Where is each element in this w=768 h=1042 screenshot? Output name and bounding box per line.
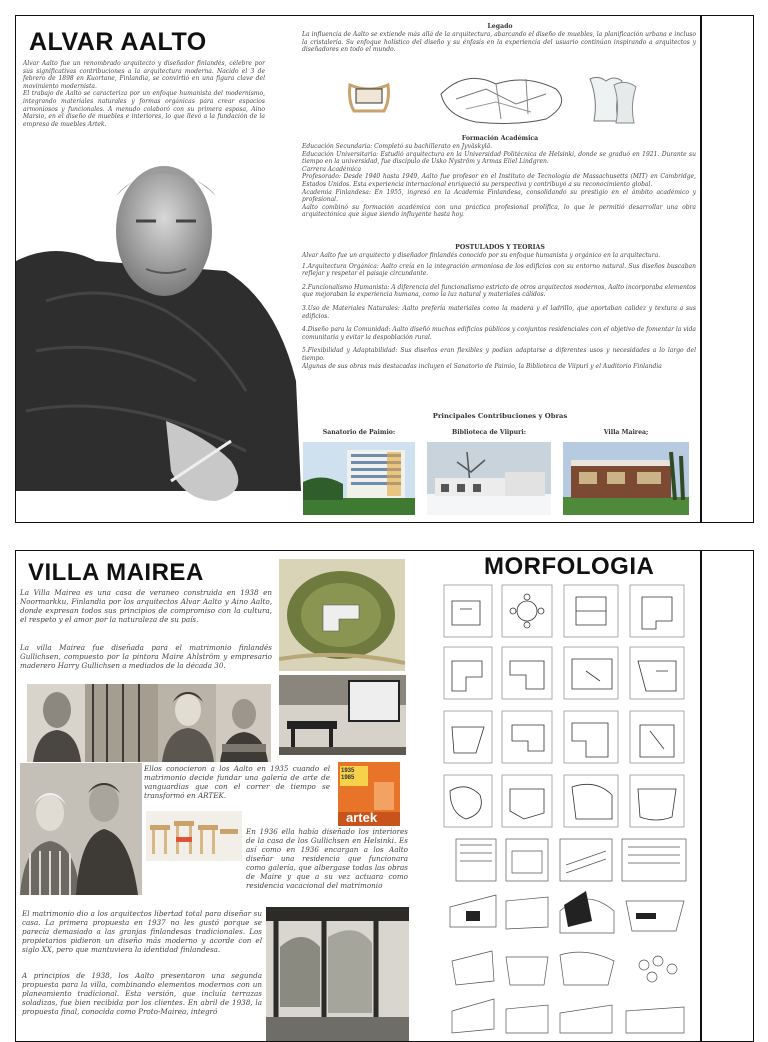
alvar-aalto-panel	[15, 15, 754, 523]
morfologia-diagram-grid	[436, 581, 698, 1041]
artek-logo: artek	[346, 810, 378, 825]
aerial-site-photo	[279, 559, 405, 671]
villa-mairea-photo	[563, 442, 689, 515]
aino-aalto-photo	[27, 684, 158, 762]
formacion-heading: Formación Académica	[461, 135, 539, 142]
artek-poster	[338, 762, 400, 826]
freedom-paragraph: El matrimonio dio a los arquitectos libertad total para diseñar su casa. La primera propuesta en 1937 no les gustó porque se parecía demasiado a las granjas finlandesas tradicionales. Los propietarios pidieron un diseño más moderno y acorde con el siglo XX, pero que mantuviera la identidad finlandesa.	[22, 909, 262, 954]
intro-paragraph: La Villa Mairea es una casa de veraneo construida en 1938 en Noormarkku, Finlandia por los arquitectos Alvar Aalto y Aino Aalto, donde expresan todos sus principios de compromiso con la cultura, el respeto y el amor por la naturaleza de su país.	[20, 588, 272, 624]
owners-paragraph: La villa Mairea fue diseñada para el matrimonio finlandés Gullichsen, compuesto por la pintora Maire Ahlström y empresario maderero Harry Gullichsen a mediados de la década 30.	[20, 643, 272, 670]
formacion-item: Academia Finlandesa: En 1955, ingresó en la Academia Finlandesa, consolidando su prestigio en el ámbito académico y profesional.	[302, 188, 696, 204]
savoy-vase-photo	[584, 71, 642, 126]
postulado-item: 3.Uso de Materiales Naturales: Aalto prefería materiales como la madera y el ladrillo, que aportaban calidez y textura a sus edificios.	[302, 304, 696, 320]
interior-photo	[279, 675, 406, 755]
work-caption: Biblioteca de Viipuri:	[452, 429, 526, 436]
artek-paragraph: Ellos conocieron a los Aalto en 1935 cuando el matrimonio decide fundar una galería de arte de vanguardias que con el correr de tiempo se transformó en ARTEK.	[144, 764, 330, 800]
postulados-list	[302, 252, 696, 370]
legado-heading: Legado	[487, 23, 513, 30]
interiors-paragraph: En 1936 ella había diseñado los interiores de la casa de los Gullichsen en Helsinki. Es así como en 1936 encargan a los Aalto diseñar una residencia que funcionara como galería, que albergase todas las obras de Maire y que a su vez actuara como residencia vacacional del matrimonio	[246, 827, 408, 890]
sanatorio-paimio-photo	[303, 442, 415, 515]
panel-right-rule	[700, 551, 702, 1041]
formacion-item: Profesorado: Desde 1940 hasta 1949, Aalto fue profesor en el Instituto de Tecnología de Massachusetts (MIT) en Cambridge, Estados Unidos. Esta experiencia internacional enriqueció su perspectiva y contribuyó a su reconocimiento global.	[302, 173, 696, 188]
contrib-heading: Principales Contribuciones y Obras	[432, 412, 568, 420]
postulados-intro: Alvar Aalto fue un arquitecto y diseñador finlandés conocido por su enfoque humanista y orgánico en la arquitectura.	[302, 252, 661, 259]
work-caption: Villa Mairea;	[603, 429, 649, 436]
architecture-sketch-drawing	[436, 64, 576, 132]
obras-note: Algunas de sus obras más destacadas incluyen el Sanatorio de Paimio, la Biblioteca de Viipuri y el Auditorio Finlandia	[302, 362, 662, 370]
panel-right-rule	[700, 16, 702, 522]
legado-text: La influencia de Aalto se extiende más allá de la arquitectura, abarcando el diseño de muebles, la planificación urbana e incluso la cristalería. Su enfoque holístico del diseño y su énfasis en la experiencia del usuario continúan inspirando a arquitectos y diseñadores en todo el mundo.	[302, 31, 696, 54]
work-caption: Sanatorio de Paimio:	[322, 429, 396, 436]
postulados-heading: POSTULADOS Y TEORIAS	[455, 244, 545, 251]
postulado-item: 2.Funcionalismo Humanista: A diferencia del funcionalismo estricto de otros arquitectos modernos, Aalto incorporaba elementos que mejoraban la experiencia humana, como la luz natural y materiales cálidos.	[302, 283, 696, 299]
postulado-item: 5.Flexibilidad y Adaptabilidad: Sus diseños eran flexibles y podían adaptarse a diferentes usos y necesidades a lo largo del tiempo.	[302, 347, 696, 362]
artek-years: 1935 1985	[341, 768, 355, 781]
intro-text	[23, 60, 265, 128]
panel-title: ALVAR AALTO	[29, 28, 207, 56]
couple-portrait-photo	[20, 763, 142, 895]
intro-paragraph: El trabajo de Aalto se caracteriza por un enfoque humanista del modernismo, integrando materiales naturales y formas orgánicas para crear espacios armoniosos y funcionales. A menudo colaboró con su primera esposa, Aino Marsio, en el diseño de muebles e interiores, lo que llevó a la fundación de la empresa de muebles Artek.	[23, 90, 265, 128]
villa-exterior-photo	[266, 907, 409, 1041]
morfologia-title: MORFOLOGIA	[484, 553, 655, 580]
postulado-item: 1.Arquitectura Orgánica: Aalto creía en la integración armoniosa de los edificios con su entorno natural. Sus diseños buscaban reflejar y respetar el paisaje circundante.	[302, 262, 696, 278]
formacion-item: Carrera Académica	[302, 165, 362, 173]
formacion-item: Aalto combinó su formación académica con una práctica profesional prolífica, lo que le permitió desarrollar una obra arquitectónica que sigue siendo influyente hasta hoy.	[302, 203, 696, 219]
formacion-list	[302, 143, 696, 219]
harry-gullichsen-photo	[216, 684, 271, 762]
panel-title: VILLA MAIREA	[28, 559, 204, 586]
artek-stools-photo	[146, 811, 242, 861]
formacion-item: Educación Secundaria: Completó su bachillerato en Jyväskylä.	[302, 143, 493, 150]
second-proposal-paragraph: A principios de 1938, los Aalto presentaron una segunda propuesta para la villa, combinando elementos modernos con un planeamiento tradicional. Esta versión, que incluía terrazas soladizas, fue bien recibida por los clientes. En abril de 1938, la propuesta final, conocida como Proto-Mairea, integró	[22, 971, 262, 1016]
aalto-portrait-photo	[16, 151, 301, 521]
villa-mairea-panel	[15, 550, 754, 1042]
biblioteca-viipuri-photo	[427, 442, 551, 515]
postulado-item: 4.Diseño para la Comunidad: Aalto diseñó muchos edificios públicos y conjuntos residenciales con el objetivo de fomentar la vida comunitaria y evitar la despoblación rural.	[302, 326, 696, 341]
intro-paragraph: Alvar Aalto fue un renombrado arquitecto y diseñador finlandés, célebre por sus significativas contribuciones a la arquitectura moderna. Nacido el 3 de febrero de 1898 en Kuortane, Finlandia, se convirtió en una figura clave del movimiento modernista.	[23, 60, 265, 90]
formacion-item: Educación Universitaria: Estudió arquitectura en la Universidad Politécnica de Helsinki, donde se graduó en 1921. Durante su tiempo en la universidad, fue discípulo de Usko Nyström y Armas Eliel Lindgren.	[302, 150, 696, 166]
paimio-chair-photo	[344, 71, 396, 121]
maire-gullichsen-photo	[158, 684, 216, 762]
